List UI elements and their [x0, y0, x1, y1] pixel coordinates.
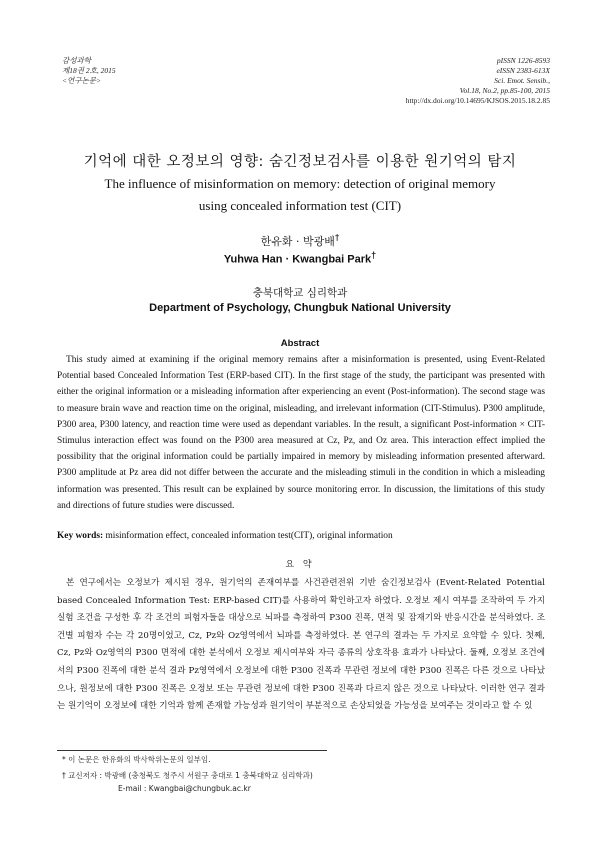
authors-english-names: Yuhwa Han · Kwangbai Park	[223, 253, 372, 266]
keywords	[57, 529, 545, 543]
eissn: eISSN 2383-613X	[496, 66, 550, 75]
keywords-label: Key words:	[57, 531, 104, 541]
authors-korean-names: 한유화 · 박광배	[260, 235, 335, 248]
title-korean: 기억에 대한 오정보의 영향: 숨긴정보검사를 이용한 원기억의 탐지	[83, 154, 517, 170]
footnote-email[interactable]: E-mail : Kwangbai@chungbuk.ac.kr	[118, 784, 251, 793]
footnote-divider	[57, 750, 327, 751]
title-english	[0, 173, 600, 217]
abstract-heading: Abstract	[280, 338, 320, 349]
authors-english	[0, 250, 600, 266]
article-type: <연구논문>	[62, 76, 102, 85]
abstract-body: This study aimed at examining if the original memory remains after a misinformation is presented, using Event-Related Potential based Concealed Information Test (ERP-based CIT). In the first stage of the study, the participant was presented with either the original information or a misleading information after experiencing an event (Post-information). The second stage was to measure brain wave and reaction time on the original, misleading, and irrelevant information (CIT-Stimulus). P300 amplitude, P300 area, P300 latency, and reaction time were used as dependant variables. In the result, a significant Post-information × CIT-Stimulus interaction effect was found on the P300 area measured at Cz, Pz, and Oz area. This interaction effect implied the possibility that the original information could be partially impaired in memory by misleading information presented afterward. P300 amplitude at Pz area did not differ between the accurate and the misleading stimuli in the condition in which a misleading information was presented. This result can be explained by source monitoring error. In discussion, the limitations of this study and directions of future studies were discussed.	[57, 355, 545, 511]
footnote-corresponding: 교신저자 : 박광배 (충청북도 청주시 서원구 충대로 1 충북대학교 심리학과)	[65, 771, 313, 780]
journal-name: 감성과학	[62, 56, 91, 65]
corresponding-dagger-en: †	[371, 250, 377, 260]
summary-heading: 요 약	[285, 560, 315, 570]
title-english-line2: using concealed information test (CIT)	[198, 198, 402, 213]
footnote-1: * 이 논문은 한유화의 박사학위논문의 일부임.	[62, 755, 211, 764]
affiliation-english: Department of Psychology, Chungbuk National University	[149, 302, 451, 314]
volume-issue: 제18권 2호, 2015	[62, 66, 116, 75]
summary-body: 본 연구에서는 오정보가 제시된 경우, 원기억의 존재여부를 사건관련전위 기반 숨긴정보검사 (Event-Related Potential based Concealed Information Test: ERP-based CIT)를 사용하여 확인하고자 하였다. 오정보 제시 여부를 조작하여 두 가지 실험 조건을 구성한 후 각 조건의 피험자들을 대상으로 뇌파를 측정하여 P300 진폭, 면적 및 잠재기와 반응시간을 분석하였다. 조건별 피험자 수는 각 20명이었고, Cz, Pz와 Oz영역에서 뇌파를 측정하였다. 본 연구의 결과는 두 가지로 요약할 수 있다. 첫째, Cz, Pz와 Oz영역의 P300 면적에 대한 분석에서 오정보 제시여부와 자극 종류의 상호작용 효과가 나타났다. 둘째, 오정보 조건에서의 P300 진폭에 대한 분석 결과 Pz영역에서 오정보에 대한 P300 진폭과 무관련 정보에 대한 P300 진폭은 다른 것으로 나타났으나, 원정보에 대한 P300 진폭은 오정보 또는 무관련 정보에 대한 P300 진폭과 다르지 않은 것으로 나타났다. 이러한 연구 결과는 원기억이 오정보에 대한 기억과 함께 존재할 가능성과 원기억이 부분적으로 손상되었을 가능성을 보여주는 것이라고 할 수 있	[57, 578, 545, 712]
footnote-dagger: †	[62, 771, 66, 780]
doi-link[interactable]: http://dx.doi.org/10.14695/KJSOS.2015.18.2.85	[405, 96, 550, 105]
corresponding-dagger: †	[334, 233, 340, 244]
title-english-line1: The influence of misinformation on memory: detection of original memory	[104, 176, 496, 191]
affiliation-korean: 충북대학교 심리학과	[252, 287, 348, 299]
journal-header-left	[62, 56, 116, 86]
pissn: pISSN 1226-8593	[496, 56, 550, 65]
journal-abbrev: Sci. Emot. Sensib.,	[494, 76, 550, 85]
journal-header-right	[406, 56, 550, 106]
volume-pages: Vol.18, No.2, pp.85-100, 2015	[459, 86, 550, 95]
keywords-text: misinformation effect, concealed information test(CIT), original information	[103, 531, 393, 541]
footnote-2	[62, 771, 313, 781]
authors-korean	[0, 233, 600, 249]
